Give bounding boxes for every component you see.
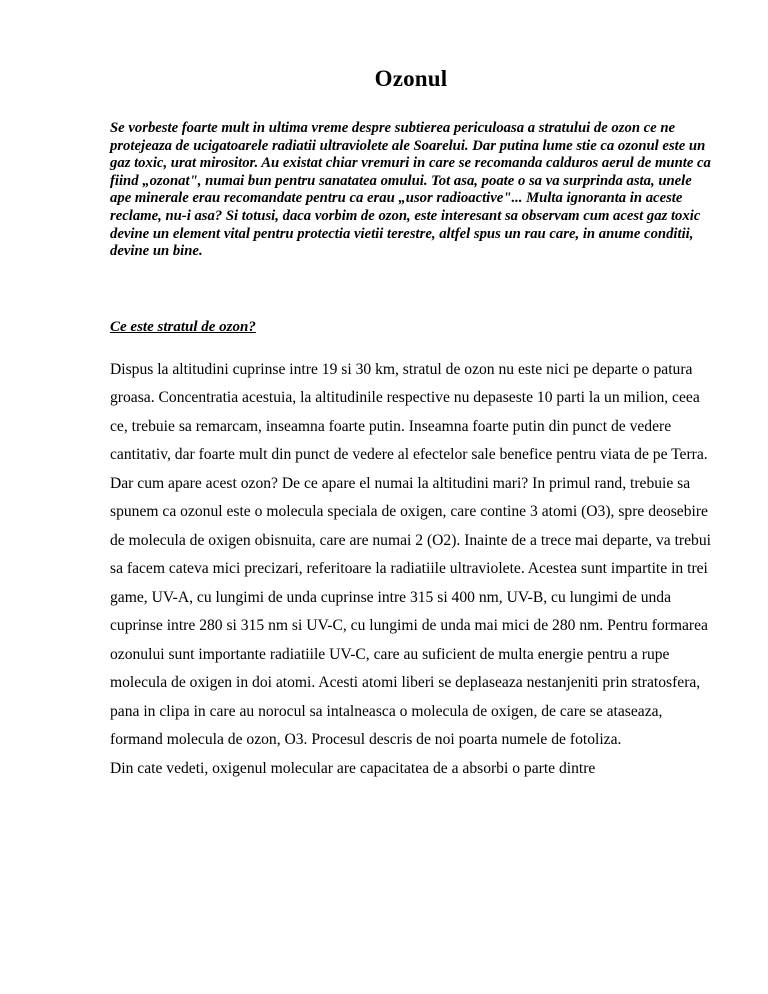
section-heading: Ce este stratul de ozon? xyxy=(110,318,256,335)
closing-paragraph: Din cate vedeti, oxigenul molecular are capacitatea de a absorbi o parte dintre xyxy=(110,759,596,777)
document-title: Ozonul xyxy=(374,66,448,91)
intro-paragraph: Se vorbeste foarte mult in ultima vreme despre subtierea periculoasa a stratului de ozon ce ne protejeaza de ucigatoarele radiatii ultraviolete ale Soarelui. Dar putina lume stie ca ozonul este un gaz toxic, urat mirositor. Au existat chiar vremuri in care se recomanda calduros aerul de munte ca fiind „ozonat", numai bun pentru sanatatea omului. Tot asa, poate o sa va surprinda asta, unele ape minerale erau recomandate pentru ca erau „usor radioactive"... Multa ignoranta in aceste reclame, nu-i asa? Si totusi, daca vorbim de ozon, este interesant sa observam cum acest gaz toxic devine un element vital pentru protectia vietii terestre, altfel spus un rau care, in anume conditii, devine un bine. xyxy=(110,120,711,260)
body-paragraph: Dispus la altitudini cuprinse intre 19 si 30 km, stratul de ozon nu este nici pe departe o patura groasa. Concentratia acestuia, la altitudinile respective nu depaseste 10 parti la un milion, ceea ce, trebuie sa remarcam, inseamna foarte putin. Inseamna foarte putin din punct de vedere cantitativ, dar foarte mult din punct de vedere al efectelor sale benefice pentru viata de pe Terra. Dar cum apare acest ozon? De ce apare el numai la altitudini mari? In primul rand, trebuie sa spunem ca ozonul este o molecula speciala de oxigen, care contine 3 atomi (O3), spre deosebire de molecula de oxigen obisnuita, care are numai 2 (O2). Inainte de a trece mai departe, va trebui sa facem cateva mici precizari, referitoare la radiatiile ultraviolete. Acestea sunt impartite in trei game, UV-A, cu lungimi de unda cuprinse intre 315 si 400 nm, UV-B, cu lungimi de unda cuprinse intre 280 si 315 nm si UV-C, cu lungimi de unda mai mici de 280 nm. Pentru formarea ozonului sunt importante radiatiile UV-C, care au suficient de multa energie pentru a rupe molecula de oxigen in doi atomi. Acesti atomi liberi se deplaseaza nestanjeniti prin stratosfera, pana in clipa in care au norocul sa intalneasca o molecula de oxigen, de care se ataseaza, formand molecula de ozon, O3. Procesul descris de noi poarta numele de fotoliza. xyxy=(110,360,711,749)
